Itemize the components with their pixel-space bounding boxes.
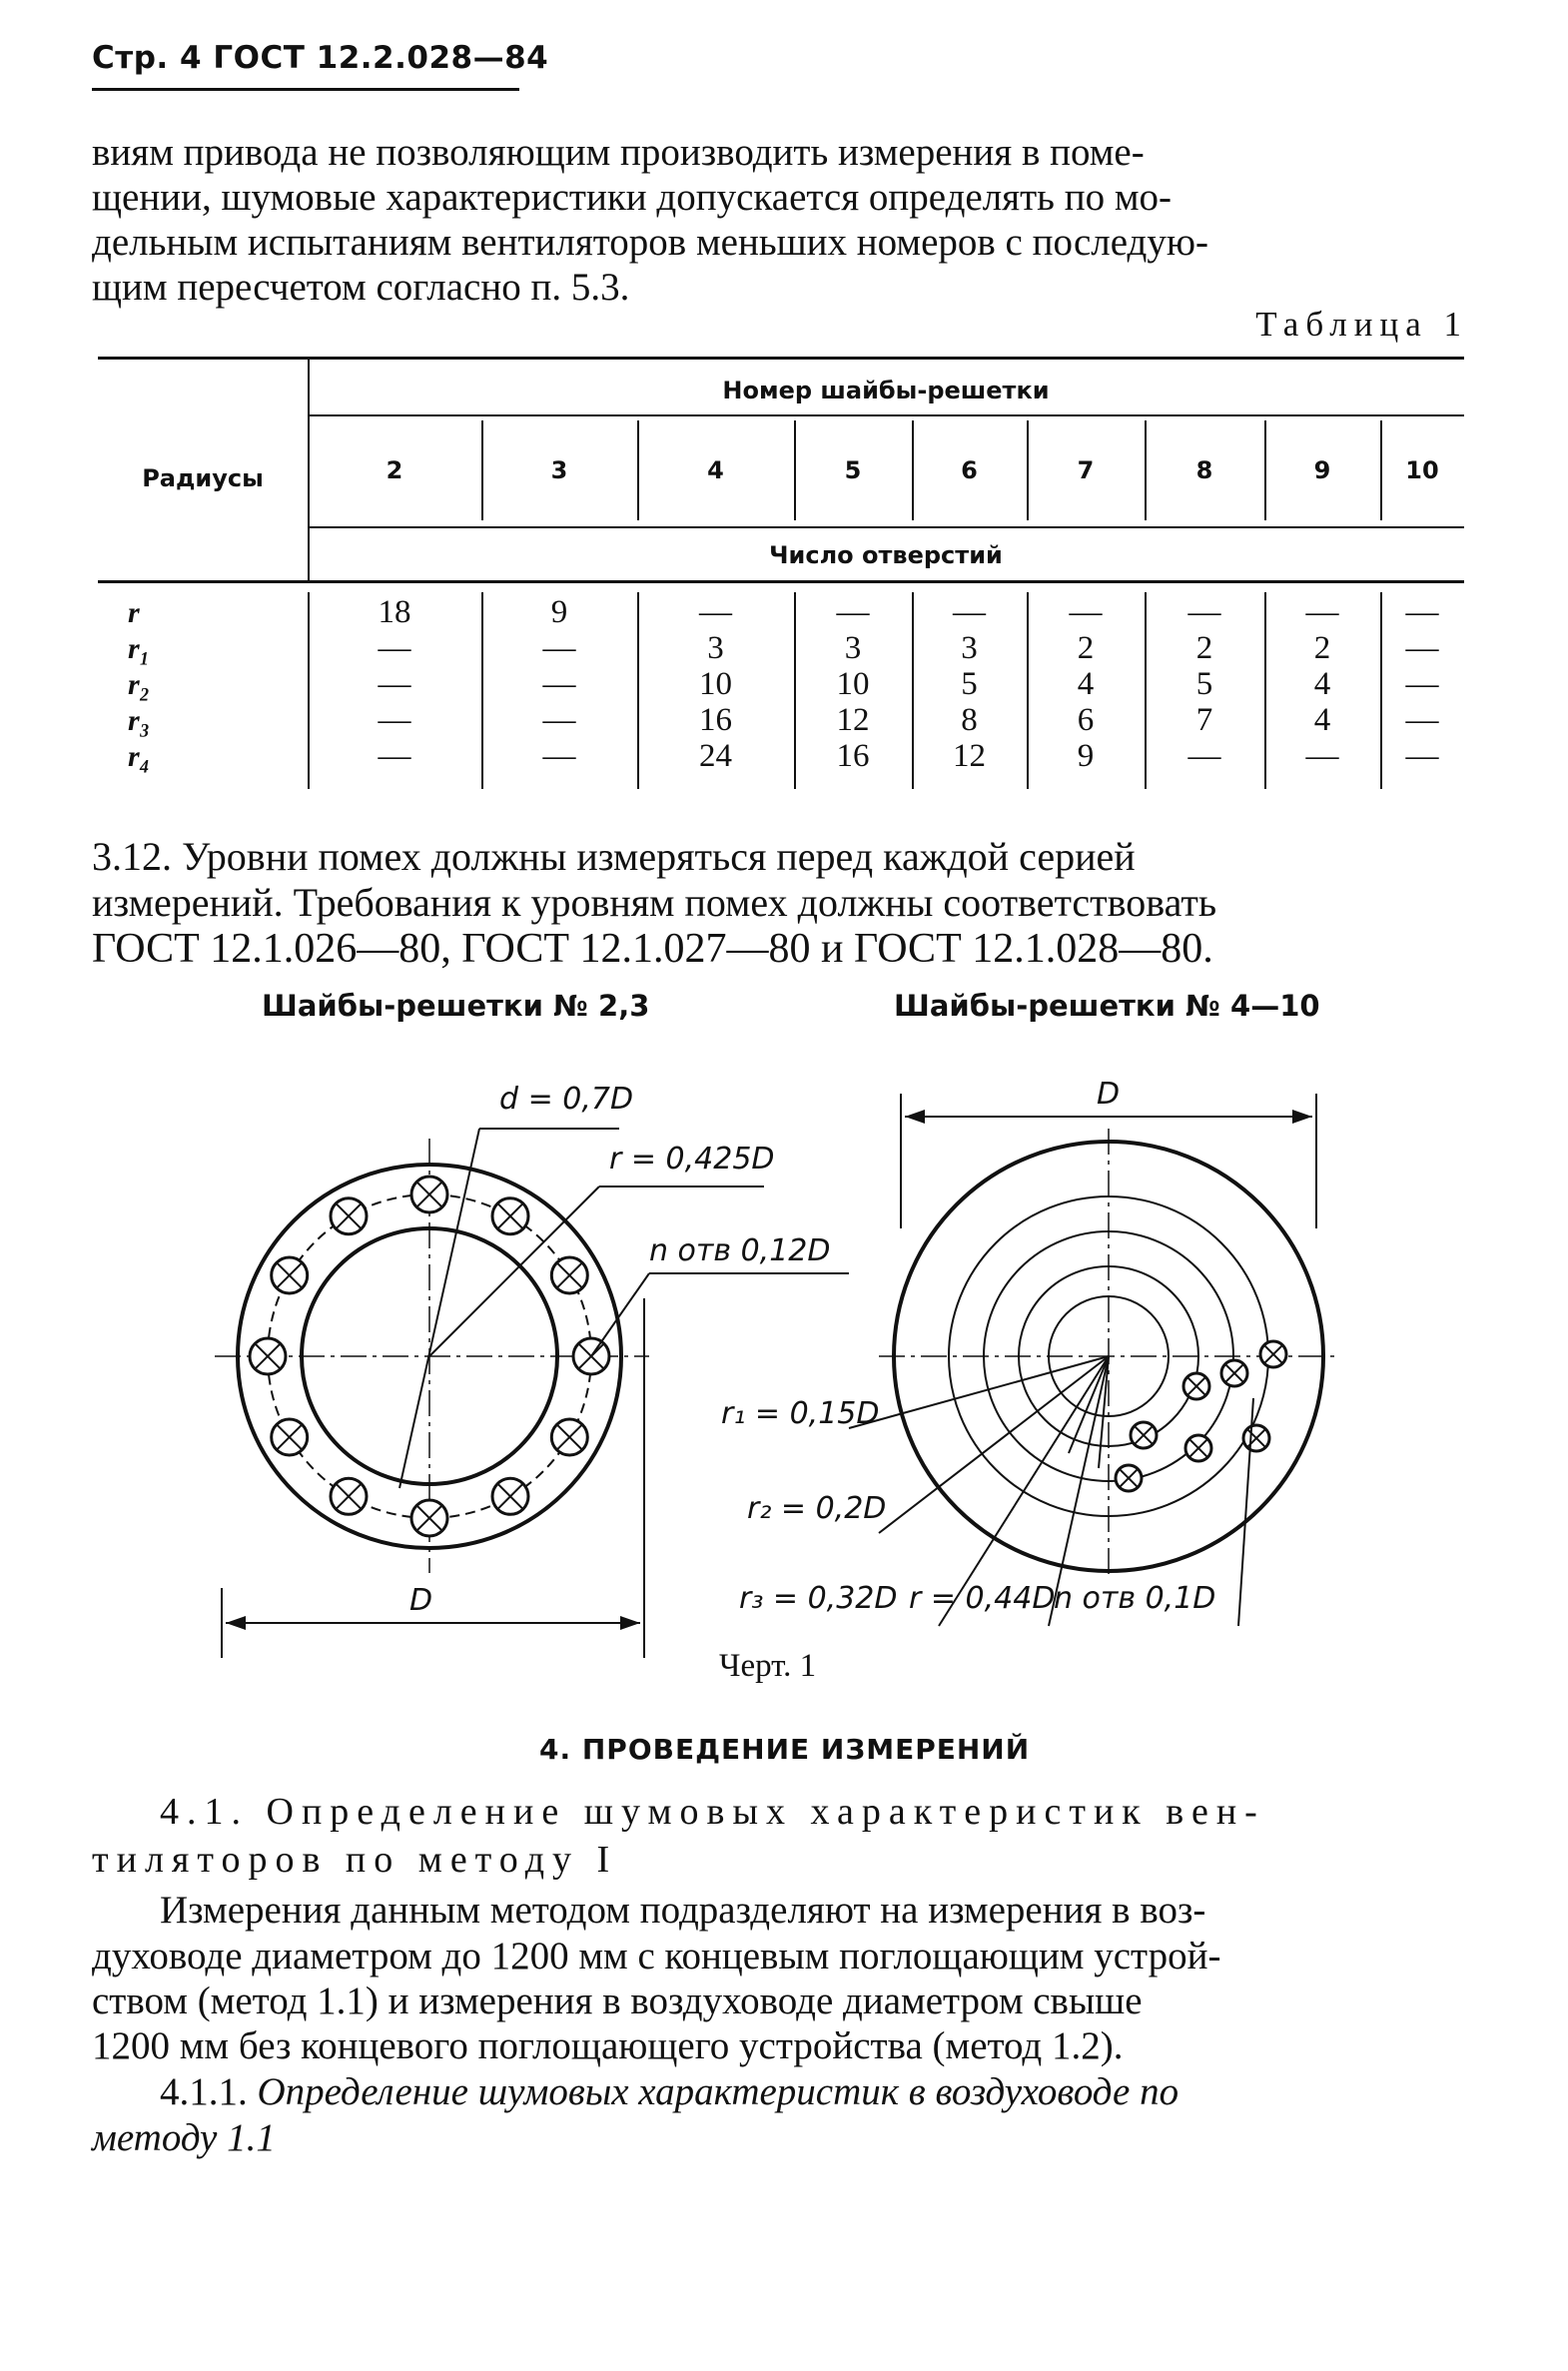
right-label-r2: r₂ = 0,2D	[747, 1491, 887, 1526]
table-caption: Таблица 1	[1255, 305, 1468, 344]
table-cell: —	[1405, 630, 1439, 666]
table-cell: —	[378, 702, 411, 738]
arrowhead	[226, 1616, 246, 1630]
column-header: 8	[1195, 456, 1213, 484]
figure-1-drawing	[0, 1039, 1568, 1678]
stub-header: Радиусы	[142, 464, 264, 492]
table-cell: 5	[1195, 666, 1213, 702]
section-4-body	[92, 1934, 1470, 2068]
table-cell: 9	[550, 594, 568, 630]
table-cell: —	[1305, 738, 1339, 774]
column-header: 6	[961, 456, 978, 484]
table-cell: 9	[1077, 738, 1095, 774]
table-cell: 4	[1313, 666, 1331, 702]
column-header: 9	[1313, 456, 1331, 484]
section-4-body-first	[160, 1888, 1468, 1933]
left-label-d: d = 0,7D	[499, 1082, 634, 1117]
row-label: r₂	[128, 668, 151, 701]
arrowhead	[1292, 1110, 1312, 1124]
intro-line: щим пересчетом согласно п. 5.3.	[92, 266, 630, 309]
table-cell: —	[1187, 594, 1221, 630]
intro-paragraph	[92, 130, 1470, 310]
table-header-rule	[308, 526, 1464, 528]
table-cell: 18	[378, 594, 411, 630]
body-line: духоводе диаметром до 1200 мм с концевым поглощающим устрой-	[92, 1935, 1221, 1977]
table-cell: —	[1405, 666, 1439, 702]
row-label: r₃	[128, 704, 151, 737]
body-line: ством (метод 1.1) и измерения в воздуховоде диаметром свыше	[92, 1979, 1143, 2022]
table-cell: —	[1405, 702, 1439, 738]
clause-title-cont: методу 1.1	[92, 2116, 276, 2159]
table-cell: 4	[1313, 702, 1331, 738]
row-label: r₄	[128, 740, 151, 773]
clause-4-1-cont	[92, 1838, 1470, 1883]
table-cell: —	[378, 666, 411, 702]
table-cell: —	[378, 630, 411, 666]
clause-line: тиляторов по методу I	[92, 1839, 618, 1881]
table-cell: 7	[1195, 702, 1213, 738]
clause-line: 3.12. Уровни помех должны измеряться перед каждой серией	[92, 834, 1136, 879]
column-header: 10	[1405, 456, 1439, 484]
table-cell: —	[1405, 594, 1439, 630]
table-cell: —	[1405, 738, 1439, 774]
right-label-r: r = 0,44D	[909, 1581, 1056, 1616]
table-cell: —	[542, 702, 576, 738]
right-label-r3: r₃ = 0,32D	[739, 1581, 898, 1616]
column-header: 5	[844, 456, 862, 484]
table-cell: —	[378, 738, 411, 774]
clause-line: ГОСТ 12.1.026—80, ГОСТ 12.1.027—80 и ГОСТ 12.1.028—80.	[92, 926, 1213, 972]
intro-line: виям привода не позволяющим производить измерения в поме-	[92, 131, 1145, 174]
table-cell: 12	[836, 702, 870, 738]
table-cell: 3	[844, 630, 862, 666]
table-header-rule	[308, 414, 1464, 416]
clause-3-12	[92, 834, 1470, 972]
table-cell: —	[542, 666, 576, 702]
table-cell: 3	[707, 630, 724, 666]
table-cell: —	[836, 594, 870, 630]
column-header: 2	[386, 456, 403, 484]
left-label-r: r = 0,425D	[609, 1142, 775, 1177]
arrowhead	[905, 1110, 925, 1124]
body-line: 1200 мм без концевого поглощающего устройства (метод 1.2).	[92, 2024, 1124, 2067]
table-cell: 2	[1313, 630, 1331, 666]
table-header-bottom-rule	[98, 580, 1464, 583]
table-cell: 2	[1077, 630, 1095, 666]
table-cell: —	[1305, 594, 1339, 630]
clause-4-1-1	[160, 2069, 1468, 2114]
table-1	[98, 357, 1464, 791]
table-cell: 10	[699, 666, 732, 702]
table-cell: 5	[961, 666, 978, 702]
column-header: 3	[550, 456, 568, 484]
column-header: 7	[1077, 456, 1095, 484]
row-label: r	[128, 596, 140, 629]
figure-left-title: Шайбы-решетки № 2,3	[262, 989, 650, 1023]
clause-title: Определение шумовых характеристик в воздуховоде по	[257, 2070, 1179, 2113]
table-top-rule	[98, 357, 1464, 360]
table-cell: 4	[1077, 666, 1095, 702]
intro-line: дельным испытаниям вентиляторов меньших номеров с последую-	[92, 221, 1208, 264]
column-header: 4	[707, 456, 724, 484]
row-label: r₁	[128, 632, 151, 665]
running-header: Стр. 4 ГОСТ 12.2.028—84	[92, 40, 549, 76]
table-cell: 8	[961, 702, 978, 738]
section-4-title: 4. ПРОВЕДЕНИЕ ИЗМЕРЕНИЙ	[539, 1733, 1031, 1766]
clause-number: 4.1.1.	[160, 2070, 248, 2113]
table-cell: —	[1069, 594, 1103, 630]
table-cell: 10	[836, 666, 870, 702]
right-label-r1: r₁ = 0,15D	[721, 1396, 880, 1431]
clause-line: 4.1. Определение шумовых характеристик вен-	[160, 1791, 1265, 1833]
table-cell: —	[542, 738, 576, 774]
left-label-holes: n отв 0,12D	[649, 1233, 831, 1268]
group-header-top: Номер шайбы-решетки	[722, 377, 1050, 404]
intro-line: щении, шумовые характеристики допускается определять по мо-	[92, 176, 1172, 219]
header-rule	[92, 88, 519, 91]
clause-line: измерений. Требования к уровням помех должны соответствовать	[92, 880, 1217, 925]
group-header-bottom: Число отверстий	[769, 541, 1003, 569]
right-radial-arrow	[1099, 1356, 1109, 1468]
table-cell: —	[542, 630, 576, 666]
figure-right-title: Шайбы-решетки № 4—10	[894, 989, 1320, 1023]
clause-4-1-1-cont	[92, 2115, 1470, 2160]
body-line: Измерения данным методом подразделяют на измерения в воз-	[160, 1889, 1206, 1932]
table-cell: 24	[699, 738, 732, 774]
clause-4-1	[160, 1790, 1468, 1835]
table-cell: 6	[1077, 702, 1095, 738]
figure-caption: Черт. 1	[719, 1648, 817, 1684]
table-cell: 16	[836, 738, 870, 774]
table-cell: 3	[961, 630, 978, 666]
arrowhead	[620, 1616, 640, 1630]
right-holes	[1116, 1341, 1286, 1491]
table-cell: —	[953, 594, 986, 630]
table-cell: 16	[699, 702, 732, 738]
table-cell: 12	[953, 738, 986, 774]
right-label-holes: n отв 0,1D	[1054, 1581, 1216, 1616]
left-label-D: D	[409, 1583, 433, 1618]
table-cell: —	[699, 594, 732, 630]
table-cell: —	[1187, 738, 1221, 774]
table-cell: 2	[1195, 630, 1213, 666]
right-label-D: D	[1097, 1077, 1121, 1112]
